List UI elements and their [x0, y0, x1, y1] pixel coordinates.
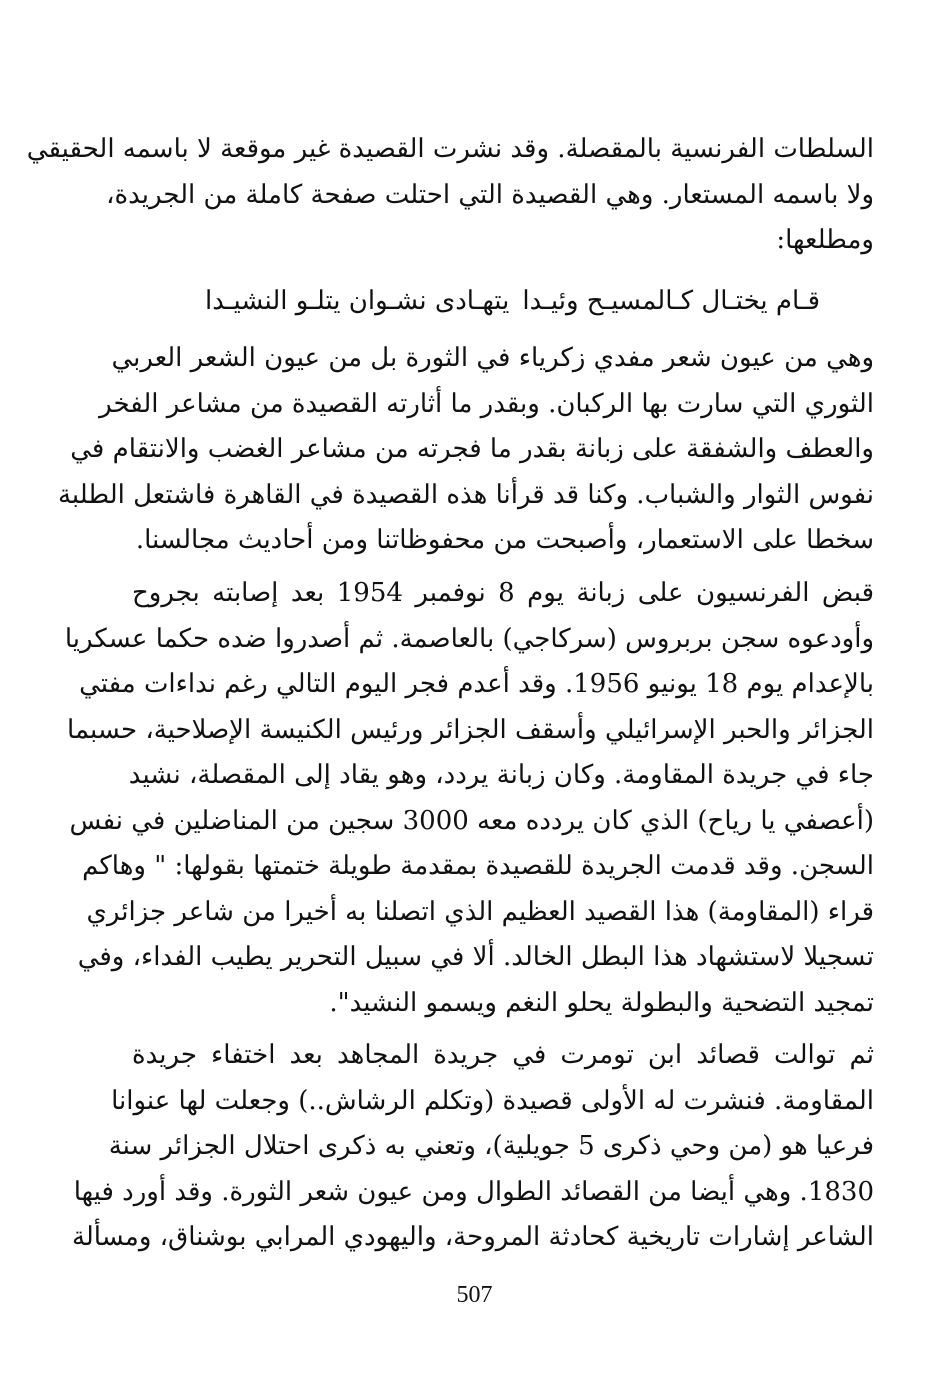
- text-line: تسجيلا لاستشهاد هذا البطل الخالد. ألا في سبيل التحرير يطيب الفداء، وفي: [77, 942, 874, 972]
- text-line: قراء (المقاومة) هذا القصيد العظيم الذي اتصلنا به أخيرا من شاعر جزائري: [86, 896, 874, 927]
- poem-verse: [160, 278, 820, 324]
- text-line: جاء في جريدة المقاومة. وكان زبانة يردد، وهو يقاد إلى المقصلة، نشيد: [128, 760, 874, 790]
- text-line: الشاعر إشارات تاريخية كحادثة المروحة، واليهودي المرابي بوشناق، ومسألة: [71, 1222, 874, 1252]
- text-line: المقاومة. فنشرت له الأولى قصيدة (وتكلم الرشاش..) وجعلت لها عنوانا: [111, 1085, 874, 1116]
- verse-second-hemistich: يتهـادى نشـوان يتلـو النشيـدا: [205, 286, 510, 316]
- text-line: ولا باسمه المستعار. وهي القصيدة التي احتلت صفحة كاملة من الجريدة،: [106, 179, 874, 210]
- text-line: تمجيد التضحية والبطولة يحلو النغم ويسمو النشيد".: [329, 987, 874, 1018]
- text-line: وأودعوه سجن بربروس (سركاجي) بالعاصمة. ثم أصدروا ضده حكما عسكريا: [64, 623, 874, 654]
- text-line: والعطف والشفقة على زبانة بقدر ما فجرته من مشاعر الغضب والانتقام في: [70, 434, 874, 464]
- text-line: ومطلعها:: [776, 225, 874, 255]
- text-line: (أعصفي يا رياح) الذي كان يردده معه 3000 سجين من المناضلين في نفس: [69, 805, 874, 836]
- text-line: الثوري التي سارت بها الركبان. وبقدر ما أثارته القصيدة من مشاعر الفخر: [99, 388, 874, 419]
- text-line: السلطات الفرنسية بالمقصلة. وقد نشرت القصيدة غير موقعة لا باسمه الحقيقي: [26, 134, 874, 164]
- text-line: بالإعدام يوم 18 يونيو 1956. وقد أعدم فجر اليوم التالي رغم نداءات مفتي: [79, 669, 874, 699]
- text-line: نفوس الثوار والشباب. وكنا قد قرأنا هذه القصيدة في القاهرة فاشتعل الطلبة: [57, 479, 874, 510]
- paragraph-2: [57, 336, 874, 564]
- verse-first-hemistich: قـام يختـال كـالمسيـح وئيـدا: [522, 286, 820, 316]
- text-line: السجن. وقد قدمت الجريدة للقصيدة بمقدمة طويلة ختمتها بقولها: " وهاكم: [82, 851, 874, 881]
- text-line: 1830. وهي أيضا من القصائد الطوال ومن عيون شعر الثورة. وقد أورد فيها: [73, 1176, 874, 1207]
- paragraph-3: [64, 571, 874, 1026]
- paragraph-1: [26, 127, 874, 264]
- text-line: سخطا على الاستعمار، وأصبحت من محفوظاتنا ومن أحاديث مجالسنا.: [135, 525, 874, 555]
- text-line: وهي من عيون شعر مفدي زكرياء في الثورة بل من عيون الشعر العربي: [111, 343, 874, 373]
- text-line: قبض الفرنسيون على زبانة يوم 8 نوفمبر 1954 بعد إصابته بجروح: [132, 578, 874, 608]
- text-line: الجزائر والحبر الإسرائيلي وأسقف الجزائر ورئيس الكنيسة الإصلاحية، حسبما: [67, 714, 874, 745]
- text-line: ثم توالت قصائد ابن تومرت في جريدة المجاهد بعد اختفاء جريدة: [132, 1040, 874, 1070]
- page-number: 507: [456, 1282, 493, 1308]
- text-line: فرعيا هو (من وحي ذكرى 5 جويلية)، وتعني به ذكرى احتلال الجزائر سنة: [108, 1131, 874, 1161]
- paragraph-4: [71, 1033, 874, 1261]
